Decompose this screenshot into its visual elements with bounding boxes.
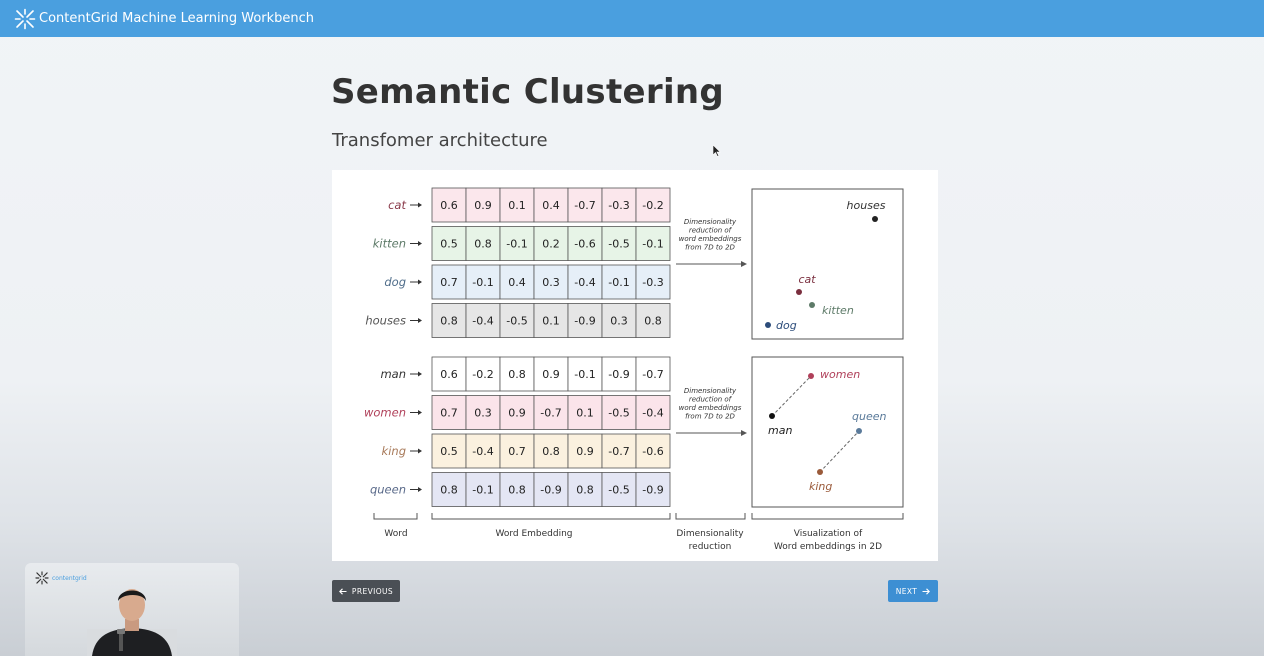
embedding-value: 0.2 [542,237,560,251]
scatter-label-cat: cat [798,273,816,286]
embedding-value: -0.3 [642,276,664,289]
scatter-point-houses [872,216,878,222]
arrow-head-icon [418,372,422,377]
embedding-value: 0.5 [440,237,458,251]
scatter-label-women: women [820,368,861,381]
group2-word-label-king: king [381,444,406,458]
bottom-label-dim1: Dimensionality [676,529,744,539]
embedding-value: -0.2 [642,199,664,212]
word-embedding-diagram [332,170,938,561]
reduction-note-1: Dimensionality [683,218,737,226]
group1-word-label-houses: houses [365,313,406,328]
top-bar [0,0,1264,37]
embedding-value: 0.8 [508,483,526,497]
embedding-value: 0.8 [508,368,526,381]
arrow-head-icon [418,280,422,285]
embedding-value: 0.9 [576,445,594,458]
embedding-value: -0.5 [608,237,630,251]
embedding-value: -0.5 [608,406,630,420]
bottom-label-word: Word [384,529,408,539]
webcam-overlay [25,563,239,656]
scatter-point-dog [765,322,771,328]
embedding-value: -0.6 [574,237,596,251]
embedding-value: -0.1 [642,237,664,251]
scatter-label-queen: queen [852,410,887,423]
next-button-label: NEXT [895,586,918,596]
embedding-value: 0.5 [440,445,458,458]
arrow-left-icon [339,588,347,595]
arrow-right-icon [922,588,930,595]
embedding-value: 0.7 [440,406,458,420]
bracket-word [374,513,417,519]
embedding-value: -0.9 [608,368,630,381]
group1-word-label-cat: cat [388,198,406,212]
embedding-value: -0.5 [506,314,528,328]
embedding-value: -0.5 [608,483,630,497]
group2-word-label-queen: queen [369,482,406,497]
embedding-value: -0.4 [472,314,494,328]
arrow-head-icon [741,430,747,436]
embedding-value: -0.9 [574,314,596,328]
embedding-value: 0.8 [440,483,458,497]
scatter-label-houses: houses [846,199,886,212]
reduction-note-2: from 7D to 2D [685,412,735,421]
slide-title: Semantic Clustering [331,72,725,112]
embedding-value: 0.9 [474,199,492,212]
reduction-note-2: word embeddings [678,404,742,412]
reduction-note-1: word embeddings [678,235,742,243]
embedding-value: 0.7 [508,445,526,458]
arrow-head-icon [418,449,422,454]
scatter-point-man [769,413,775,419]
embedding-value: 0.4 [542,199,560,212]
contentgrid-logo-icon[interactable] [14,8,36,30]
embedding-value: -0.1 [574,368,596,381]
bracket-embedding [432,513,670,519]
reduction-note-2: reduction of [688,395,732,404]
previous-button-label: PREVIOUS [351,586,394,596]
group2-word-label-man: man [380,367,406,381]
bottom-label-dim2: reduction [688,542,732,552]
embedding-value: 0.3 [610,314,628,328]
embedding-value: 0.8 [440,314,458,328]
embedding-value: 0.1 [542,314,560,328]
embedding-value: -0.4 [642,406,664,420]
embedding-value: 0.1 [576,406,594,420]
embedding-value: -0.9 [540,483,562,497]
embedding-value: 0.8 [576,483,594,497]
embedding-value: -0.1 [608,276,630,289]
embedding-value: 0.8 [474,237,492,251]
embedding-value: 0.7 [440,276,458,289]
arrow-head-icon [741,261,747,267]
slide-subtitle: Transfomer architecture [332,130,548,151]
reduction-note-2: Dimensionality [683,387,737,395]
mouse-cursor-icon [713,145,721,157]
embedding-value: -0.1 [472,483,494,497]
arrow-head-icon [418,318,422,323]
embedding-value: 0.9 [508,406,526,420]
embedding-value: 0.6 [440,368,458,381]
webcam-logo-text: contentgrid [52,574,87,582]
arrow-head-icon [418,241,422,246]
reduction-note-1: from 7D to 2D [685,243,735,252]
embedding-value: -0.3 [608,199,630,212]
embedding-value: -0.4 [472,445,494,458]
embedding-value: -0.4 [574,276,596,289]
embedding-value: 0.1 [508,199,526,212]
embedding-value: 0.8 [542,445,560,458]
embedding-value: -0.7 [574,199,596,212]
next-button[interactable] [888,580,938,602]
embedding-value: -0.9 [642,483,664,497]
scatter-point-cat [796,289,802,295]
embedding-value: 0.6 [440,199,458,212]
bottom-label-vis2: Word embeddings in 2D [773,542,883,552]
embedding-value: -0.2 [472,368,494,381]
arrow-head-icon [418,410,422,415]
bracket-visualization [752,513,903,519]
scatter-point-women [808,373,814,379]
embedding-value: -0.7 [540,406,562,420]
bottom-label-embedding: Word Embedding [495,529,573,539]
reduction-note-1: reduction of [688,226,732,235]
embedding-value: -0.1 [506,237,528,251]
scatter-label-kitten: kitten [822,304,854,317]
arrow-head-icon [418,203,422,208]
presenter-avatar [87,581,177,656]
embedding-value: -0.6 [642,445,664,458]
previous-button[interactable] [332,580,400,602]
word-embedding-figure [332,170,938,561]
scatter-label-dog: dog [776,319,797,332]
embedding-value: 0.8 [644,314,662,328]
scatter-label-man: man [768,424,793,437]
bracket-reduction [676,513,745,519]
webcam-logo [35,571,87,585]
scatter-point-king [817,469,823,475]
embedding-value: -0.1 [472,276,494,289]
group1-word-label-dog: dog [384,275,406,289]
bottom-label-vis1: Visualization of [793,529,863,539]
group1-word-label-kitten: kitten [372,236,406,251]
embedding-value: 0.4 [508,276,526,289]
scatter-label-king: king [809,480,833,493]
group2-word-label-women: women [363,405,406,420]
app-title[interactable]: ContentGrid Machine Learning Workbench [39,11,315,26]
arrow-head-icon [418,487,422,492]
embedding-value: 0.3 [542,276,560,289]
embedding-value: 0.3 [474,406,492,420]
embedding-value: 0.9 [542,368,560,381]
scatter-point-queen [856,428,862,434]
scatter-point-kitten [809,302,815,308]
embedding-value: -0.7 [608,445,630,458]
embedding-value: -0.7 [642,368,664,381]
contentgrid-logo-icon [35,571,49,585]
